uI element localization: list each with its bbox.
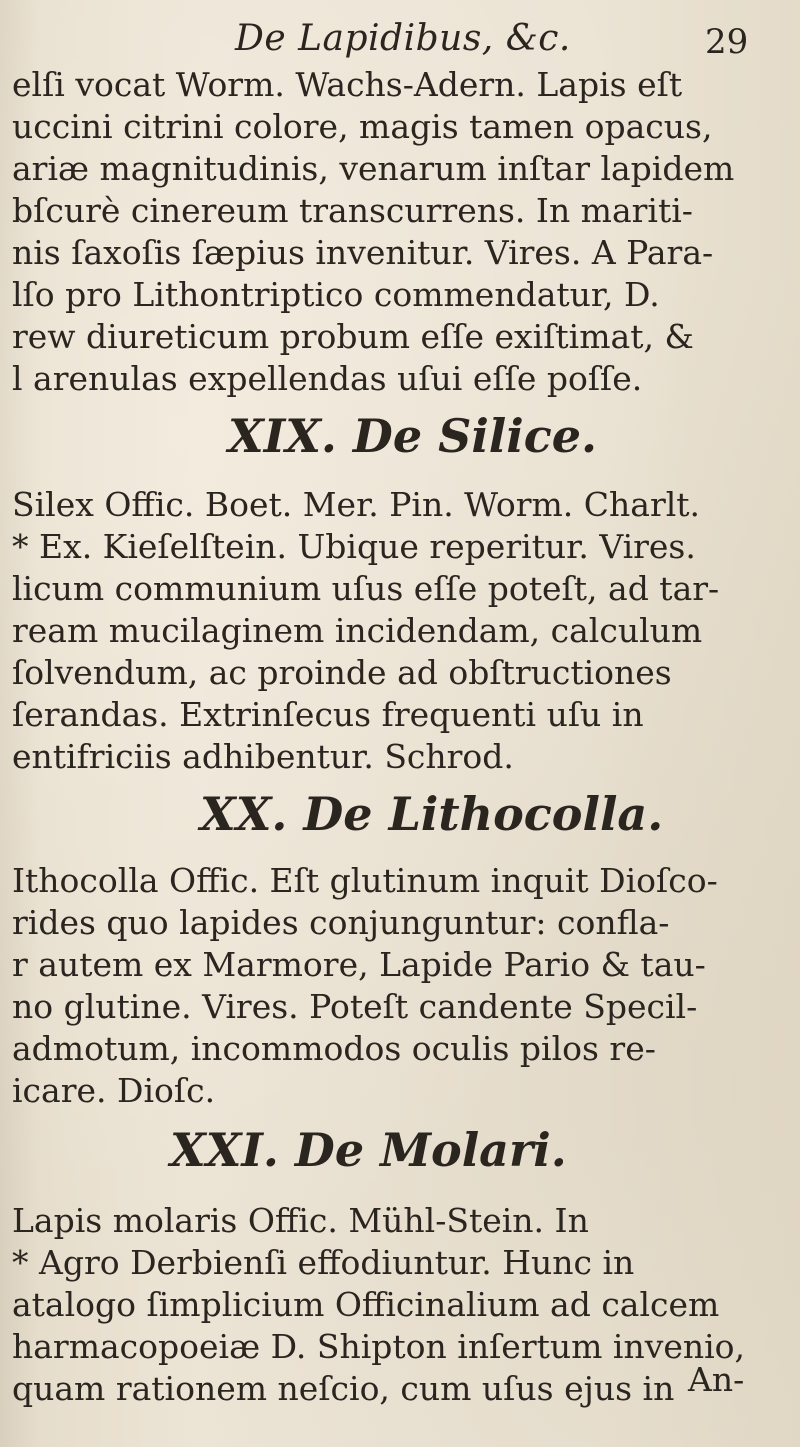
section-heading: XXI. De Molari. xyxy=(170,1123,567,1177)
text-line: Lapis molaris Offic. Mühl-Stein. In xyxy=(12,1201,589,1240)
text-line: admotum, incommodos oculis pilos re- xyxy=(12,1029,656,1068)
text-line: * Agro Derbienſi effodiuntur. Hunc in xyxy=(12,1243,635,1282)
text-line: r autem ex Marmore, Lapide Pario & tau- xyxy=(12,945,706,984)
catchword: An- xyxy=(688,1360,745,1399)
text-line: Ithocolla Offic. Eſt glutinum inquit Dioſco- xyxy=(12,861,718,900)
text-line: uccini citrini colore, magis tamen opacus, xyxy=(12,107,713,146)
text-line: ream mucilaginem incidendam, calculum xyxy=(12,611,703,650)
text-line: harmacopoeiæ D. Shipton inſertum invenio, xyxy=(12,1327,746,1366)
text-line: nis ſaxoſis ſæpius invenitur. Vires. A Para- xyxy=(12,233,714,272)
text-line: rides quo lapides conjunguntur: confla- xyxy=(12,903,670,942)
text-line: ſerandas. Extrinſecus frequenti uſu in xyxy=(12,695,644,734)
text-line: Silex Offic. Boet. Mer. Pin. Worm. Charlt. xyxy=(12,485,701,524)
section-heading: XIX. De Silice. xyxy=(228,409,598,463)
text-line: lſo pro Lithontriptico commendatur, D. xyxy=(12,275,660,314)
text-line: quam rationem neſcio, cum uſus ejus in xyxy=(12,1369,675,1408)
text-line: entifriciis adhibentur. Schrod. xyxy=(12,737,514,776)
running-head xyxy=(0,10,800,62)
section-heading: XX. De Lithocolla. xyxy=(200,787,664,841)
text-line: atalogo ſimplicium Officinalium ad calcem xyxy=(12,1285,720,1324)
text-line: rew diureticum probum eſſe exiſtimat, & xyxy=(12,317,694,356)
text-line: * Ex. Kieſelſtein. Ubique reperitur. Vires. xyxy=(12,527,696,566)
text-line: ſolvendum, ac proinde ad obſtructiones xyxy=(12,653,672,692)
text-line: l arenulas expellendas uſui eſſe poſſe. xyxy=(12,359,643,398)
text-line: elſi vocat Worm. Wachs-Adern. Lapis eſt xyxy=(12,65,683,104)
text-line: licum communium uſus eſſe poteſt, ad tar- xyxy=(12,569,720,608)
page-number: 29 xyxy=(705,22,749,62)
text-line: icare. Dioſc. xyxy=(12,1071,216,1110)
text-line: no glutine. Vires. Poteſt candente Specil- xyxy=(12,987,698,1026)
text-line: bſcurè cinereum transcurrens. In mariti- xyxy=(12,191,693,230)
text-line: ariæ magnitudinis, venarum inſtar lapidem xyxy=(12,149,735,188)
running-title: De Lapidibus, &c. xyxy=(235,18,571,59)
